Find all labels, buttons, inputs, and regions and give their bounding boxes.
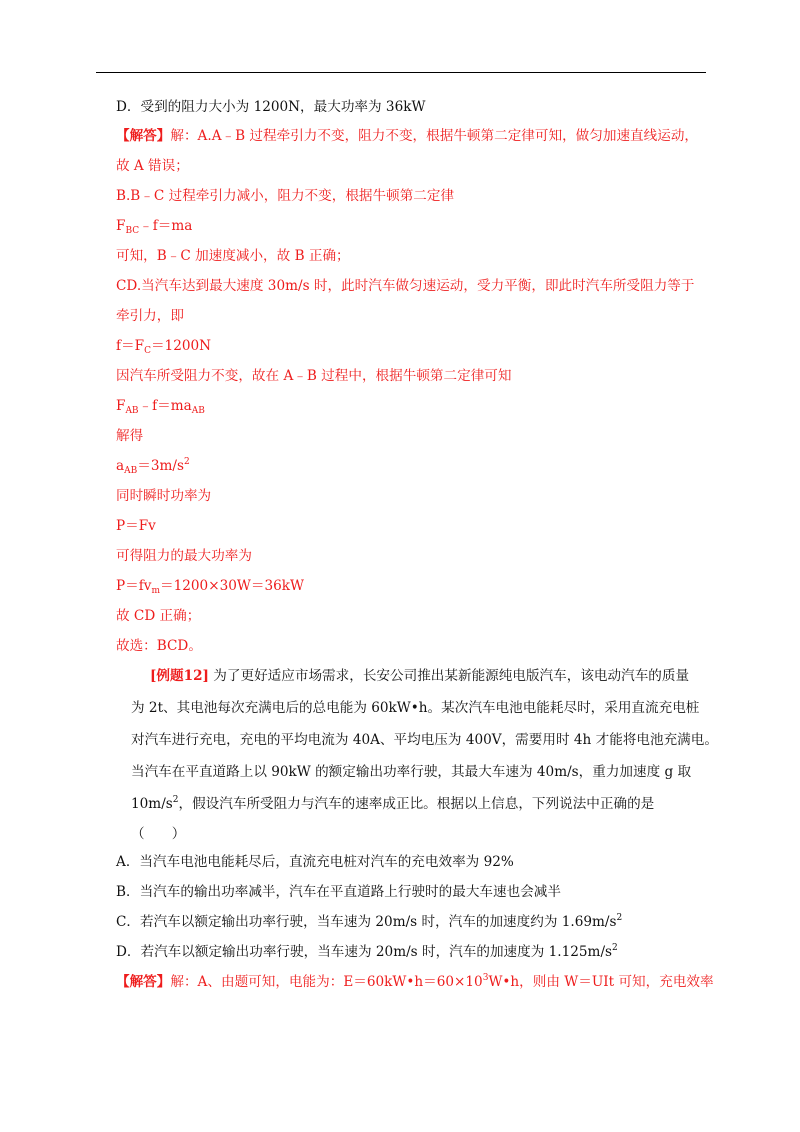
question-line: [例题12] 为了更好适应市场需求，长安公司推出某新能源纯电版汽车，该电动汽车的质量 [150,668,690,684]
question-line: $10m/s^2$，假设汽车所受阻力与汽车的速率成正比。根据以上信息，下列说法中正确的是 [131,795,655,812]
answer-line: 可知，B﹣C 加速度减小，故 B 正确； [116,248,350,264]
equation-line: $F_{AB}﹣f=ma_{AB}$ [116,398,205,416]
option-b: B．当汽车的输出功率减半，汽车在平直道路上行驶时的最大车速也会减半 [116,884,561,900]
question-line: 对汽车进行充电，充电的平均电流为 40A、平均电压为 400V，需要用时 4h 才能将电池充满电。 [131,732,718,748]
previous-option-d: D．受到的阻力大小为 1200N，最大功率为 36kW [116,99,426,115]
option-a: A．当汽车电池电能耗尽后，直流充电桩对汽车的充电效率为 92% [116,854,514,870]
answer-line: B.B﹣C 过程牵引力减小，阻力不变，根据牛顿第二定律 [116,188,455,204]
answer-line: 【解答】解：A.A﹣B 过程牵引力不变，阻力不变，根据牛顿第二定律可知，做匀加速直线运动， [116,128,699,144]
answer-line: 故选：BCD。 [116,638,202,654]
option-d: D．若汽车以额定输出功率行驶，当车速为 20m/s 时，汽车的加速度为 $1.125m/s^2$ [116,943,618,960]
answer-blank: （ ） [131,826,186,842]
answer-line: 可得阻力的最大功率为 [116,548,252,564]
answer-line: 同时瞬时功率为 [116,488,212,504]
header-rule [96,72,706,73]
answer-line: CD.当汽车达到最大速度 30m/s 时，此时汽车做匀速运动，受力平衡，即此时汽车所受阻力等于 [116,278,695,294]
answer-tag: 【解答】 [116,974,171,990]
answer-line: 因汽车所受阻力不变，故在 A﹣B 过程中，根据牛顿第二定律可知 [116,368,512,384]
equation-line: P＝Fv [116,518,156,534]
equation-line: $f=F_C=1200N$ [116,338,212,356]
option-c: C．若汽车以额定输出功率行驶，当车速为 20m/s 时，汽车的加速度约为 $1.69m/s^2$ [116,913,623,930]
answer-line: 【解答】解：A、由题可知，电能为：$E=60kW•h=60\times 10^3W•h$，则由 W＝UIt 可知，充电效率 [116,973,714,990]
question-line: 当汽车在平直道路上以 90kW 的额定输出功率行驶，其最大车速为 40m/s，重力加速度 g 取 [131,764,692,780]
answer-line: 故 A 错误； [116,158,189,174]
answer-tag: 【解答】 [116,128,171,144]
equation-line: $F_{BC}﹣f=ma$ [116,218,193,236]
answer-line: 故 CD 正确； [116,608,201,624]
answer-line: 牵引力，即 [116,308,184,324]
question-line: 为 2t、其电池每次充满电后的总电能为 60kW•h。某次汽车电池电能耗尽时，采用直流充电桩 [131,700,700,716]
example-tag: [例题12] [150,668,209,684]
equation-line: $a_{AB}=3m/s^2$ [116,457,190,476]
answer-line: 解得 [116,428,144,444]
equation-line: $P=fv_m=1200\times 30W=36kW$ [116,578,304,596]
